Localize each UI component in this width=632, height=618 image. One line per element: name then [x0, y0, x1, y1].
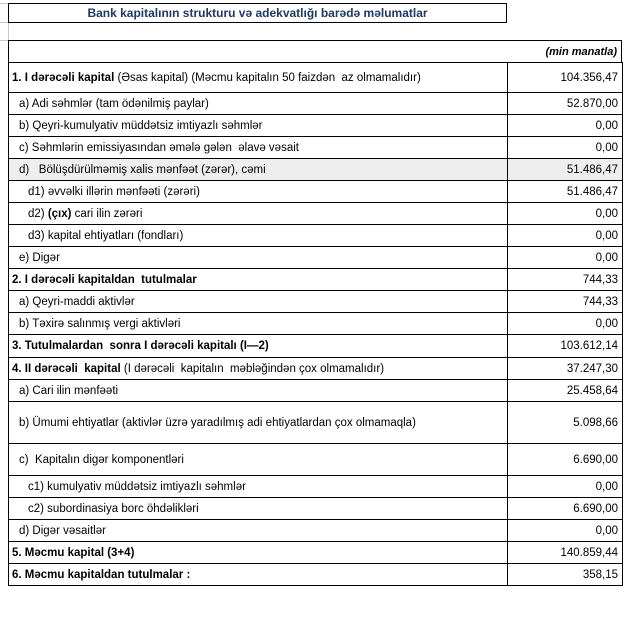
row-value-cell[interactable]: 358,15	[508, 564, 623, 586]
row-label-text: b) Təxirə salınmış vergi aktivləri	[19, 317, 181, 330]
table-row-1c	[9, 137, 623, 159]
row-label-text: c2) subordinasiya borc öhdəlikləri	[28, 502, 199, 515]
row-label-cell[interactable]	[9, 225, 508, 247]
row-label-cell[interactable]	[9, 137, 508, 159]
row-label-text: 4. II dərəcəli kapital	[12, 362, 124, 375]
row-label-text: 5. Məcmu kapital (3+4)	[12, 546, 135, 559]
table-row-1a	[9, 93, 623, 115]
gutter-gridline	[0, 3, 8, 4]
table-row-3	[9, 335, 623, 358]
row-label-text: d1) əvvəlki illərin mənfəəti (zərəri)	[28, 185, 200, 198]
gutter-gridline	[0, 22, 8, 23]
row-value-cell[interactable]: 140.859,44	[508, 542, 623, 564]
table-row-1d2	[9, 203, 623, 225]
table-row-2b	[9, 313, 623, 335]
row-label-cell[interactable]	[9, 335, 508, 358]
row-label-text: d) Digər vəsaitlər	[19, 524, 106, 537]
row-label-cell[interactable]	[9, 93, 508, 115]
row-value-cell[interactable]: 51.486,47	[508, 181, 623, 203]
row-label-cell[interactable]	[9, 380, 508, 402]
row-value-cell[interactable]: 6.690,00	[508, 444, 623, 476]
row-label-text: c) Kapitalın digər komponentləri	[19, 453, 184, 466]
row-label-text: b) Ümumi ehtiyatlar (aktivlər üzrə yaradılmış adi ehtiyatlardan çox olmamaqla)	[19, 416, 416, 429]
row-label-text: 1. I dərəcəli kapital	[12, 71, 118, 84]
table-row-4a	[9, 380, 623, 402]
row-label-cell[interactable]	[9, 542, 508, 564]
table-row-1	[9, 63, 623, 93]
row-value-cell[interactable]: 744,33	[508, 269, 623, 291]
row-label-text: a) Cari ilin mənfəəti	[19, 384, 119, 397]
row-label-cell[interactable]	[9, 402, 508, 444]
table-row-5	[9, 542, 623, 564]
row-label-cell[interactable]	[9, 181, 508, 203]
row-label-cell[interactable]	[9, 115, 508, 137]
row-value-cell[interactable]: 0,00	[508, 520, 623, 542]
row-label-cell[interactable]	[9, 564, 508, 586]
row-label-text: c1) kumulyativ müddətsiz imtiyazlı səhmlər	[28, 480, 246, 493]
row-label-text: a) Qeyri-maddi aktivlər	[19, 295, 135, 308]
row-value-cell[interactable]: 37.247,30	[508, 358, 623, 380]
gutter-gridline	[0, 40, 8, 41]
report-title-cell[interactable]: Bank kapitalının strukturu və adekvatlığı barədə məlumatlar	[8, 3, 507, 23]
row-value-cell[interactable]: 6.690,00	[508, 498, 623, 520]
table-row-4c1	[9, 476, 623, 498]
table-row-1e	[9, 247, 623, 269]
row-value-cell[interactable]: 0,00	[508, 313, 623, 335]
table-row-6	[9, 564, 623, 586]
row-label-cell[interactable]	[9, 498, 508, 520]
row-label-cell[interactable]	[9, 476, 508, 498]
row-label-cell[interactable]	[9, 313, 508, 335]
row-label-text: 3. Tutulmalardan sonra I dərəcəli kapitalı (I—2)	[12, 340, 269, 352]
row-value-cell[interactable]: 51.486,47	[508, 159, 623, 181]
row-label-cell[interactable]	[9, 159, 508, 181]
table-row-4c2	[9, 498, 623, 520]
table-row-4	[9, 358, 623, 380]
row-value-cell[interactable]: 104.356,47	[508, 63, 623, 93]
row-label-text: (I dərəcəli kapitalın məbləğindən çox olmamalıdır)	[123, 362, 385, 375]
row-value-cell[interactable]: 103.612,14	[508, 335, 623, 358]
unit-note-cell[interactable]: (min manatla)	[8, 40, 622, 62]
capital-table-body	[9, 63, 623, 586]
row-label-cell[interactable]	[9, 247, 508, 269]
table-row-2	[9, 269, 623, 291]
table-row-1d	[9, 159, 623, 181]
row-label-text: d2)	[28, 207, 48, 220]
row-value-cell[interactable]: 25.458,64	[508, 380, 623, 402]
table-row-1d3	[9, 225, 623, 247]
row-value-cell[interactable]: 52.870,00	[508, 93, 623, 115]
row-value-cell[interactable]: 0,00	[508, 247, 623, 269]
row-label-text: d3) kapital ehtiyatları (fondları)	[28, 229, 184, 242]
row-value-cell[interactable]: 744,33	[508, 291, 623, 313]
table-row-4c	[9, 444, 623, 476]
row-value-cell[interactable]: 0,00	[508, 225, 623, 247]
row-label-text: e) Digər	[19, 251, 60, 264]
capital-table	[8, 62, 623, 586]
row-label-text: b) Qeyri-kumulyativ müddətsiz imtiyazlı səhmlər	[19, 119, 263, 132]
table-row-2a	[9, 291, 623, 313]
row-label-text: (çıx)	[47, 207, 72, 220]
row-label-text: c) Səhmlərin emissiyasından əmələ gələn əlavə vəsait	[19, 141, 299, 154]
table-row-4d	[9, 520, 623, 542]
row-label-cell[interactable]	[9, 203, 508, 225]
row-value-cell[interactable]: 0,00	[508, 476, 623, 498]
row-label-text: d) Bölüşdürülməmiş xalis mənfəət (zərər), cəmi	[19, 163, 266, 176]
gutter-gridline	[8, 22, 9, 40]
row-label-cell[interactable]	[9, 269, 508, 291]
row-label-cell[interactable]	[9, 63, 508, 93]
row-label-cell[interactable]	[9, 444, 508, 476]
row-label-cell[interactable]	[9, 520, 508, 542]
row-label-text: cari ilin zərəri	[71, 207, 143, 220]
row-value-cell[interactable]: 0,00	[508, 137, 623, 159]
row-label-cell[interactable]	[9, 291, 508, 313]
row-label-text: 2. I dərəcəli kapitaldan tutulmalar	[12, 273, 197, 286]
row-label-cell[interactable]	[9, 358, 508, 380]
row-label-text: (Əsas kapital) (Məcmu kapitalın 50 faizdən az olmamalıdır)	[117, 71, 421, 84]
row-value-cell[interactable]: 0,00	[508, 203, 623, 225]
table-row-1d1	[9, 181, 623, 203]
row-label-text: a) Adi səhmlər (tam ödənilmiş paylar)	[19, 97, 209, 110]
table-row-1b	[9, 115, 623, 137]
row-value-cell[interactable]: 0,00	[508, 115, 623, 137]
table-row-4b	[9, 402, 623, 444]
row-value-cell[interactable]: 5.098,66	[508, 402, 623, 444]
row-label-text: 6. Məcmu kapitaldan tutulmalar :	[12, 568, 191, 581]
